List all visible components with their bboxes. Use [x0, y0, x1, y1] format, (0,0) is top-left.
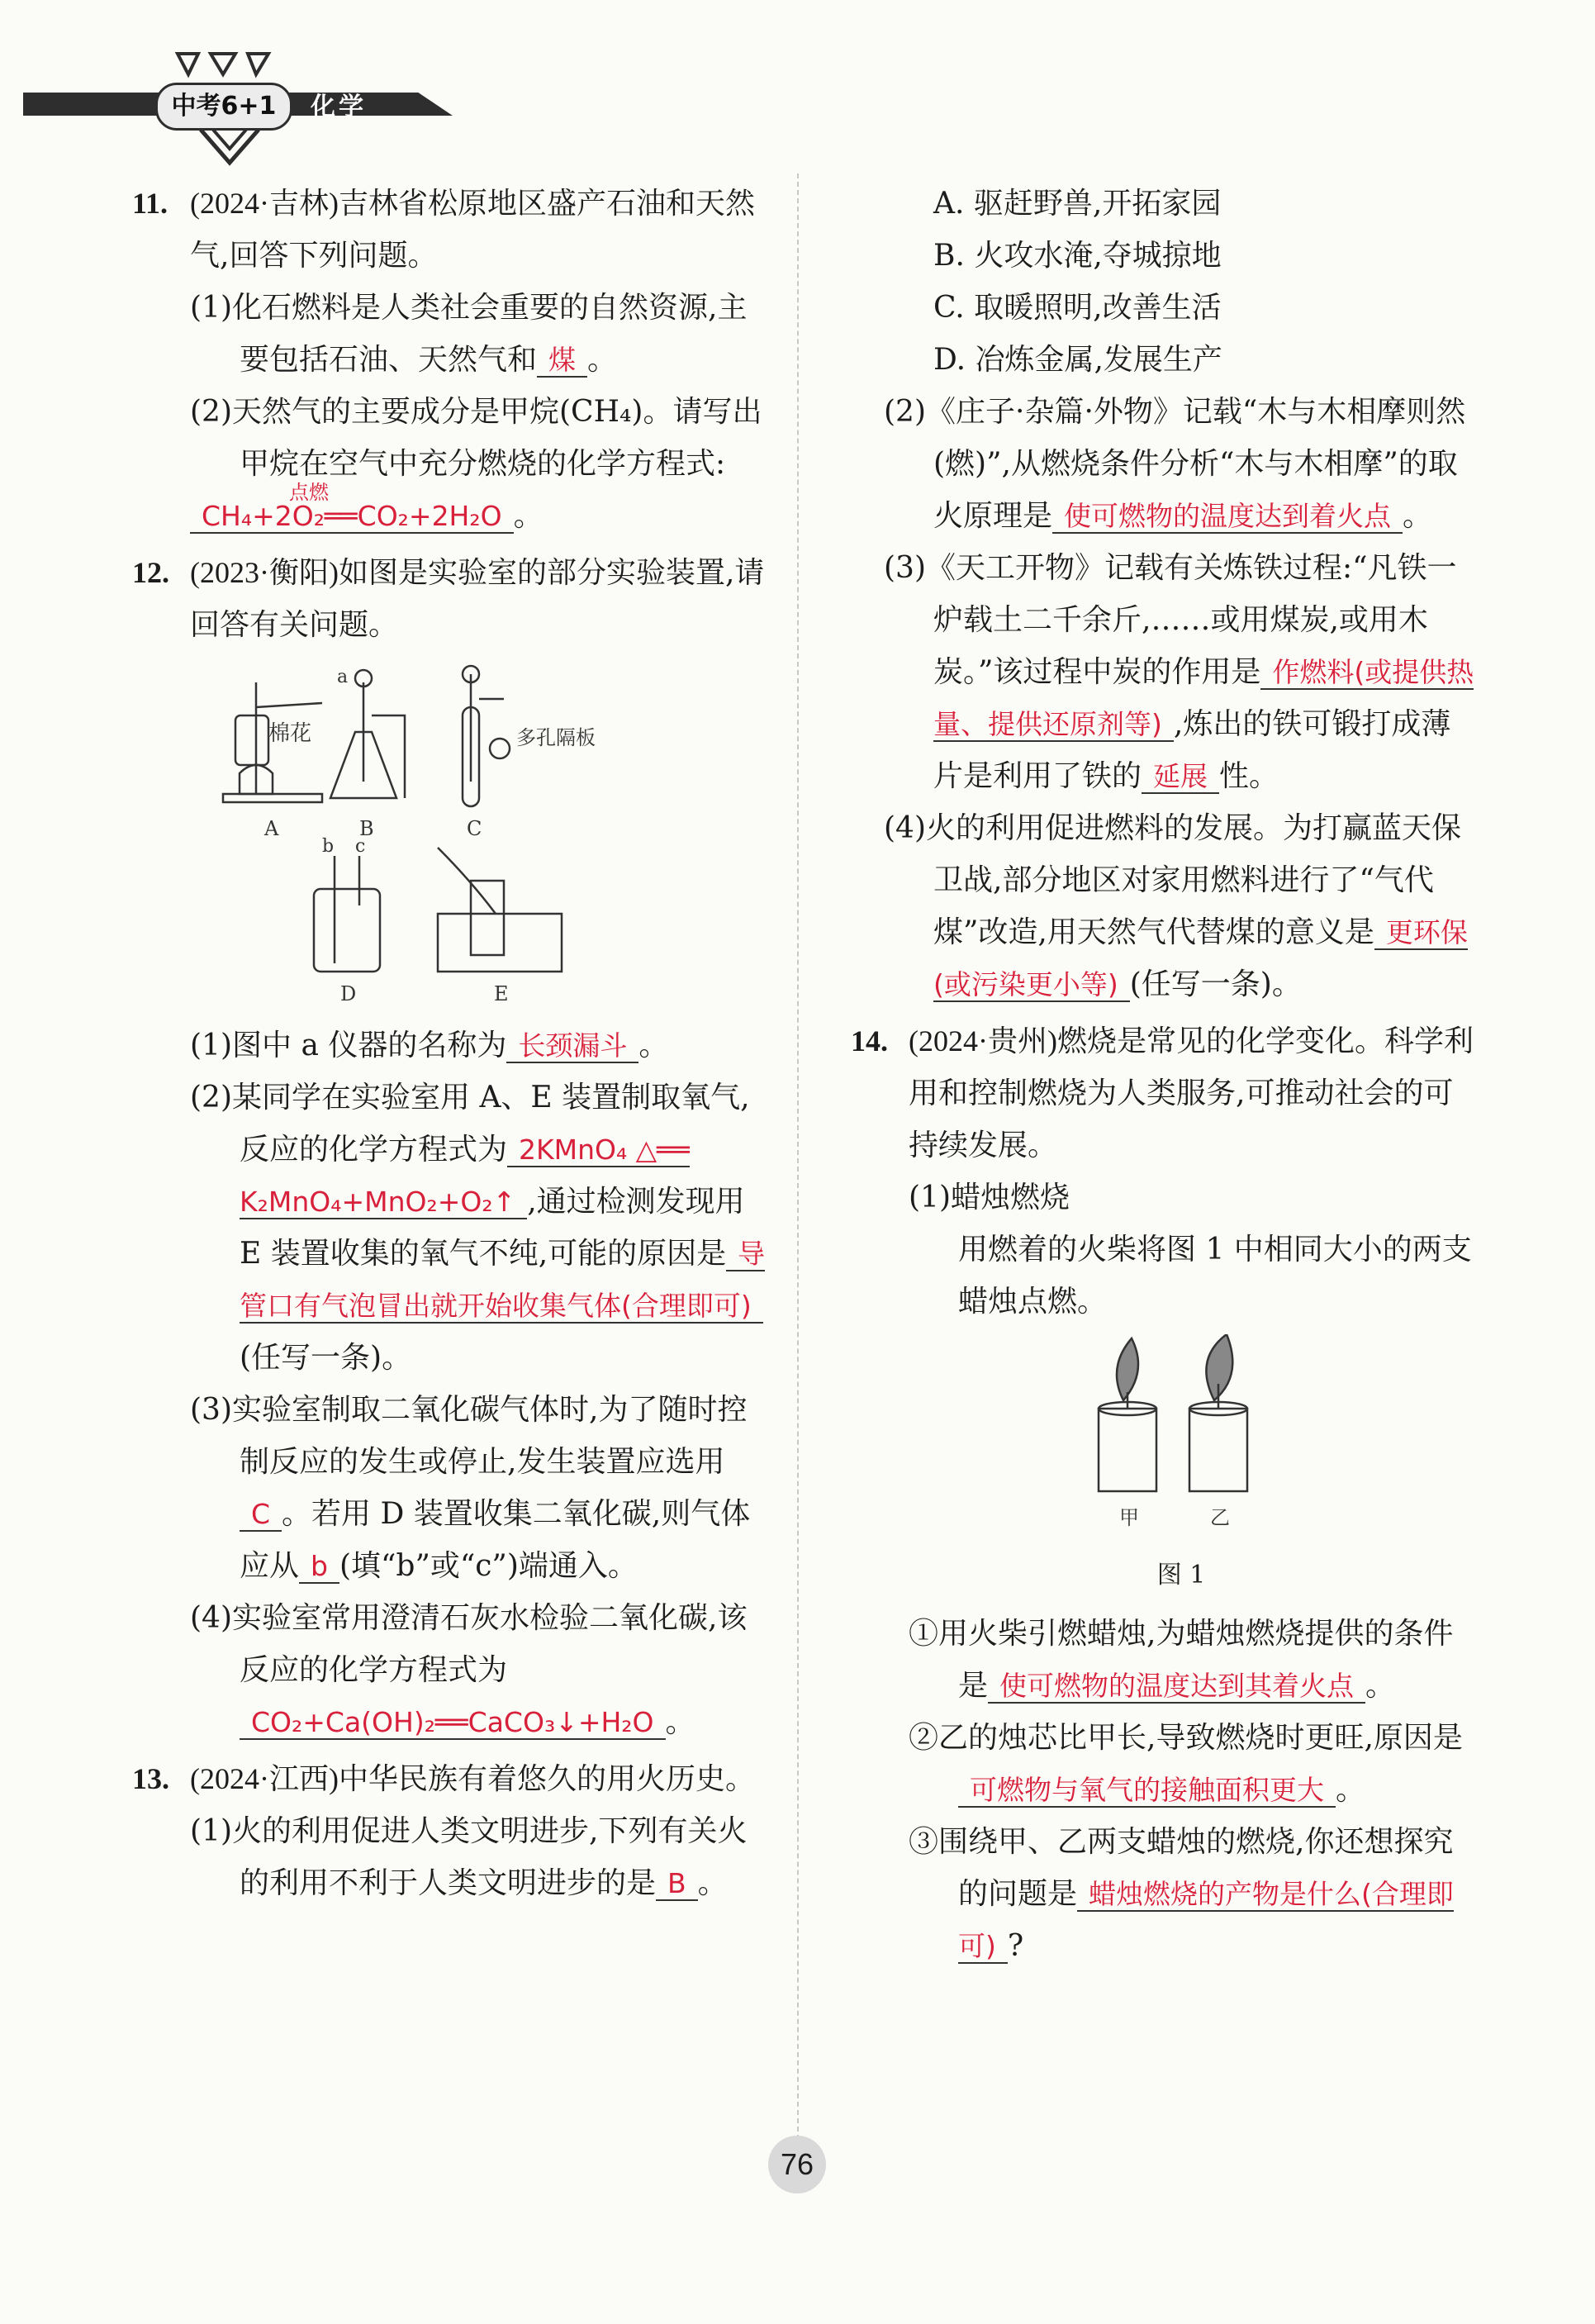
- answer: 延展: [1142, 760, 1219, 794]
- left-column: [132, 178, 768, 1909]
- part-2: (2)天然气的主要成分是甲烷(CH₄)。请写出甲烷在空气中充分燃烧的化学方程式: 点燃 CH₄+2O₂══CO₂+2H₂O 。: [190, 395, 762, 533]
- option-list: [851, 178, 1479, 386]
- part-1-text: 用燃着的火柴将图 1 中相同大小的两支蜡烛点燃。: [958, 1233, 1472, 1319]
- label-b: b: [322, 836, 335, 857]
- header-chevron-icon: [197, 126, 263, 167]
- option-a: A. 驱赶野兽,开拓家园: [933, 187, 1222, 221]
- book-header: [23, 50, 453, 132]
- step-1: ①用火柴引燃蜡烛,为蜡烛燃烧提供的条件是 使可燃物的温度达到其着火点 。: [909, 1617, 1454, 1703]
- series-badge: 中考6+1: [155, 83, 292, 131]
- question-source: (2023·衡阳): [190, 556, 339, 589]
- page-number: 76: [768, 2136, 826, 2193]
- question-stem: 燃烧是常见的化学变化。科学利用和控制燃烧为人类服务,可推动社会的可持续发展。: [909, 1024, 1474, 1162]
- part-1: (1)图中 a 仪器的名称为 长颈漏斗 。: [190, 1029, 669, 1062]
- right-column: [851, 178, 1479, 1972]
- answer: 2KMnO₄ △══ K₂MnO₄+MnO₂+O₂↑: [240, 1133, 690, 1218]
- answer: B: [656, 1867, 698, 1901]
- question-stem: 吉林省松原地区盛产石油和天然气,回答下列问题。: [190, 187, 755, 273]
- part-3: (3)实验室制取二氧化碳气体时,为了随时控制反应的发生或停止,发生装置应选用C 。若用 D 装置收集二氧化碳,则气体应从 b (填“b”或“c”)端通入。: [190, 1393, 751, 1583]
- apparatus-figure: [190, 658, 768, 1013]
- answer: 使可燃物的温度达到着火点: [1052, 500, 1403, 534]
- question-source: (2024·吉林): [190, 187, 339, 220]
- question-source: (2024·贵州): [909, 1024, 1057, 1057]
- label-cotton: 棉花: [268, 721, 312, 746]
- answer: 更环保(或污染更小等): [933, 916, 1468, 1000]
- subject-label: 化学: [311, 93, 367, 121]
- question-14: [851, 1015, 1479, 1972]
- question-number: 11.: [132, 187, 169, 220]
- answer: 使可燃物的温度达到其着火点: [988, 1670, 1365, 1704]
- answer: CO₂+Ca(OH)₂══CaCO₃↓+H₂O: [240, 1706, 666, 1740]
- option-d: D. 冶炼金属,发展生产: [933, 343, 1222, 377]
- label-a: a: [337, 667, 349, 687]
- part-1: (1)火的利用促进人类文明进步,下列有关火的利用不利于人类文明进步的是 B 。: [190, 1814, 748, 1900]
- question-stem: 中华民族有着悠久的用火历史。: [338, 1762, 755, 1796]
- answer: CH₄+2O₂══CO₂+2H₂O: [190, 500, 514, 534]
- question-13: [132, 1753, 768, 1909]
- question-12: [132, 547, 768, 1748]
- option-b: B. 火攻水淹,夺城掠地: [933, 239, 1222, 273]
- header-logo-icon: [173, 50, 273, 83]
- step-2: ②乙的烛芯比甲长,导致燃烧时更旺,原因是可燃物与氧气的接触面积更大 。: [909, 1721, 1463, 1807]
- part-1: (1)化石燃料是人类社会重要的自然资源,主要包括石油、天然气和 煤 。: [190, 291, 748, 377]
- question-11: [132, 178, 768, 542]
- candle-figure: [909, 1334, 1479, 1601]
- label-jia: 甲: [1119, 1506, 1139, 1529]
- q13-part-4: (4)火的利用促进燃料的发展。为打赢蓝天保卫战,部分地区对家用燃料进行了“气代煤”改造,用天然气代替煤的意义是 更环保(或污染更小等) (任写一条)。: [884, 811, 1468, 1001]
- part-1-title: (1)蜡烛燃烧: [909, 1181, 1070, 1214]
- answer: 蜡烛燃烧的产物是什么(合理即可): [958, 1878, 1454, 1962]
- label-D: D: [340, 982, 357, 1005]
- question-number: 13.: [132, 1762, 169, 1795]
- answer: C: [240, 1498, 282, 1532]
- answer: 可燃物与氧气的接触面积更大: [958, 1774, 1336, 1808]
- question-number: 12.: [132, 556, 169, 589]
- answer: b: [299, 1550, 339, 1584]
- answer: 煤: [537, 344, 587, 378]
- part-2: (2)某同学在实验室用 A、E 装置制取氧气,反应的化学方程式为 2KMnO₄ △══ K₂MnO₄+MnO₂+O₂↑ ,通过检测发现用 E 装置收集的氧气不纯,可能的原因是 导管口有气泡冒出就开始收集气体(合理即可)(任写一条)。: [190, 1081, 766, 1375]
- column-divider: [797, 173, 799, 2140]
- label-c: c: [355, 836, 366, 857]
- step-3: ③围绕甲、乙两支蜡烛的燃烧,你还想探究的问题是 蜡烛燃烧的产物是什么(合理即可) ?: [909, 1825, 1454, 1963]
- question-stem: 如图是实验室的部分实验装置,请回答有关问题。: [190, 556, 765, 642]
- q13-part-2: (2)《庄子·杂篇·外物》记载“木与木相摩则然(燃)”,从燃烧条件分析“木与木相摩”的取火原理是 使可燃物的温度达到着火点 。: [884, 395, 1466, 533]
- figure-caption: 图 1: [1156, 1561, 1206, 1590]
- label-E: E: [494, 982, 509, 1005]
- question-source: (2024·江西): [190, 1762, 339, 1795]
- answer: 作燃料(或提供热量、提供还原剂等): [933, 656, 1474, 740]
- label-yi: 乙: [1210, 1506, 1230, 1529]
- label-porous-plate: 多孔隔板: [516, 726, 596, 749]
- label-A: A: [264, 817, 279, 840]
- answer: 长颈漏斗: [506, 1029, 638, 1063]
- option-c: C. 取暖照明,改善生活: [933, 291, 1222, 325]
- label-B: B: [359, 817, 374, 840]
- q13-part-3: (3)《天工开物》记载有关炼铁过程:“凡铁一炉载土二千余斤,……或用煤炭,或用木炭。”该过程中炭的作用是 作燃料(或提供热量、提供还原剂等) ,炼出的铁可锻打成薄片是利用了铁的 延展 性。: [884, 551, 1474, 793]
- part-4: (4)实验室常用澄清石灰水检验二氧化碳,该反应的化学方程式为CO₂+Ca(OH)₂══CaCO₃↓+H₂O 。: [190, 1601, 748, 1739]
- question-number: 14.: [851, 1024, 888, 1057]
- label-C: C: [467, 817, 482, 840]
- answer: 导管口有气泡冒出就开始收集气体(合理即可): [240, 1238, 766, 1322]
